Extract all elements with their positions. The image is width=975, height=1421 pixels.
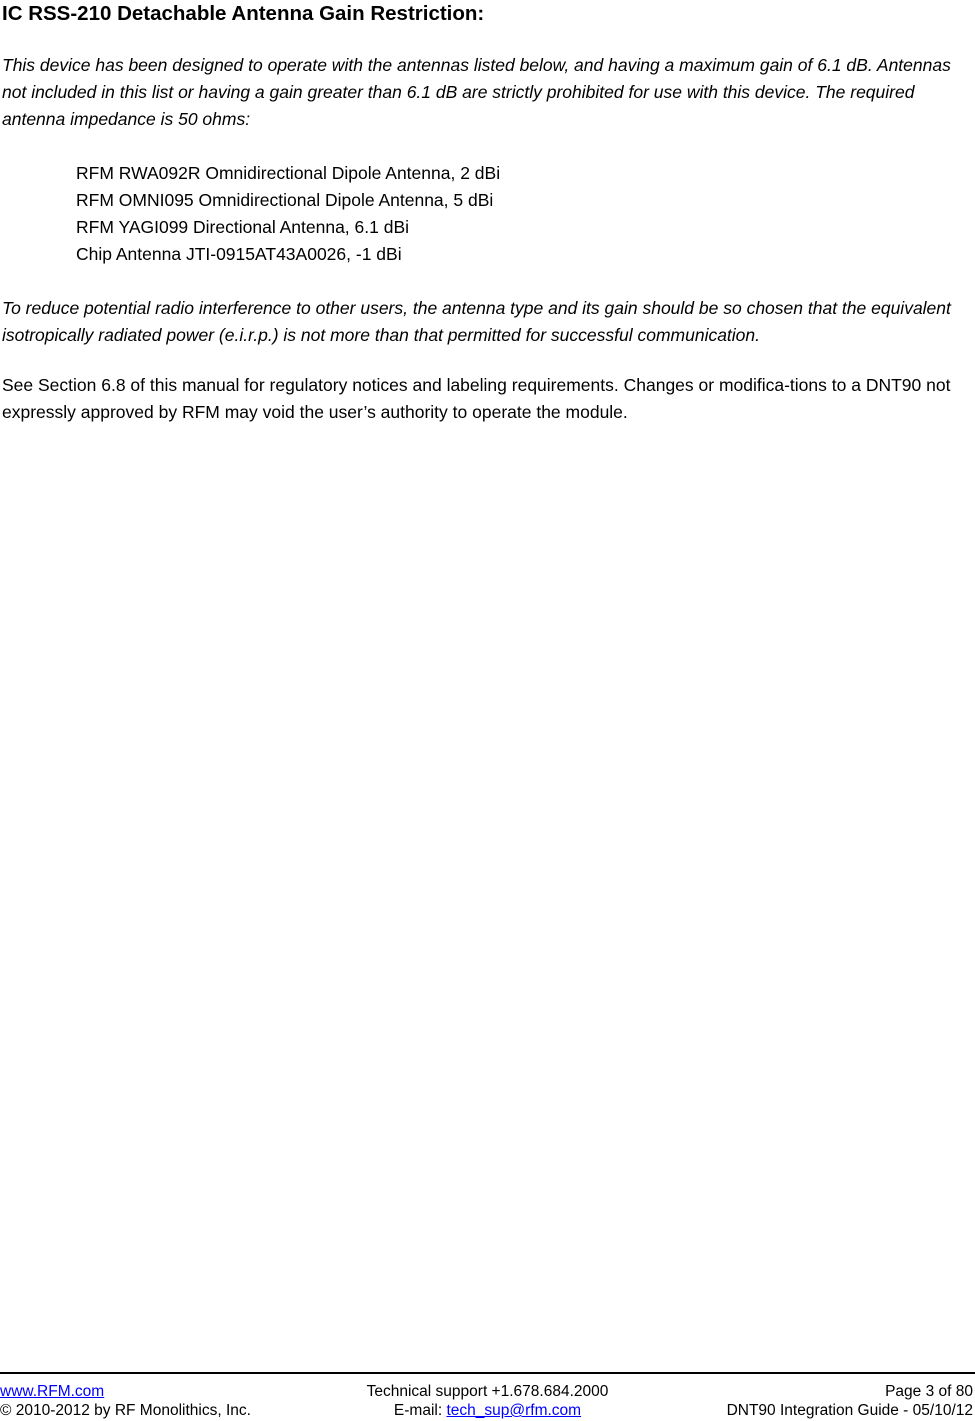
antenna-item-yagi099: RFM YAGI099 Directional Antenna, 6.1 dBi — [76, 217, 410, 237]
tech-support-text: Technical support +1.678.684.2000 — [366, 1383, 609, 1400]
email-link[interactable]: tech_sup@rfm.com — [446, 1402, 582, 1419]
page-number: Page 3 of 80 — [885, 1383, 973, 1400]
antenna-item-chip: Chip Antenna JTI-0915AT43A0026, -1 dBi — [76, 244, 402, 264]
footer-divider — [0, 1372, 975, 1374]
intro-paragraph: This device has been designed to operate with the antennas listed below, and having a maximum gain of 6.1 dB. Antennas not included in this list or having a gain greater than 6.1 dB are strictly prohibited for use with this device. The required antenna impedance is 50 ohms: — [2, 55, 951, 129]
interference-paragraph: To reduce potential radio interference to other users, the antenna type and its gain should be so chosen that the equivalent isotropically radiated power (e.i.r.p.) is not more than that permitted for successful communication. — [2, 298, 951, 345]
footer-row-2 — [0, 1401, 975, 1421]
antenna-item-rwa092r: RFM RWA092R Omnidirectional Dipole Antenna, 2 dBi — [76, 163, 501, 183]
section-heading: IC RSS-210 Detachable Antenna Gain Restriction: — [2, 2, 485, 25]
copyright-text: © 2010-2012 by RF Monolithics, Inc. — [0, 1402, 251, 1419]
email-label: E-mail: — [393, 1402, 447, 1419]
guide-title: DNT90 Integration Guide - 05/10/12 — [726, 1402, 973, 1419]
antenna-item-omni095: RFM OMNI095 Omnidirectional Dipole Antenna, 5 dBi — [76, 190, 494, 210]
website-link[interactable]: www.RFM.com — [0, 1383, 105, 1400]
regulatory-note-paragraph: See Section 6.8 of this manual for regulatory notices and labeling requirements. Changes or modifica-tions to a DNT90 not expressly approved by RFM may void the user’s authority to operate the module. — [2, 375, 951, 422]
footer-row-1 — [0, 1382, 975, 1402]
antenna-list — [76, 160, 500, 268]
